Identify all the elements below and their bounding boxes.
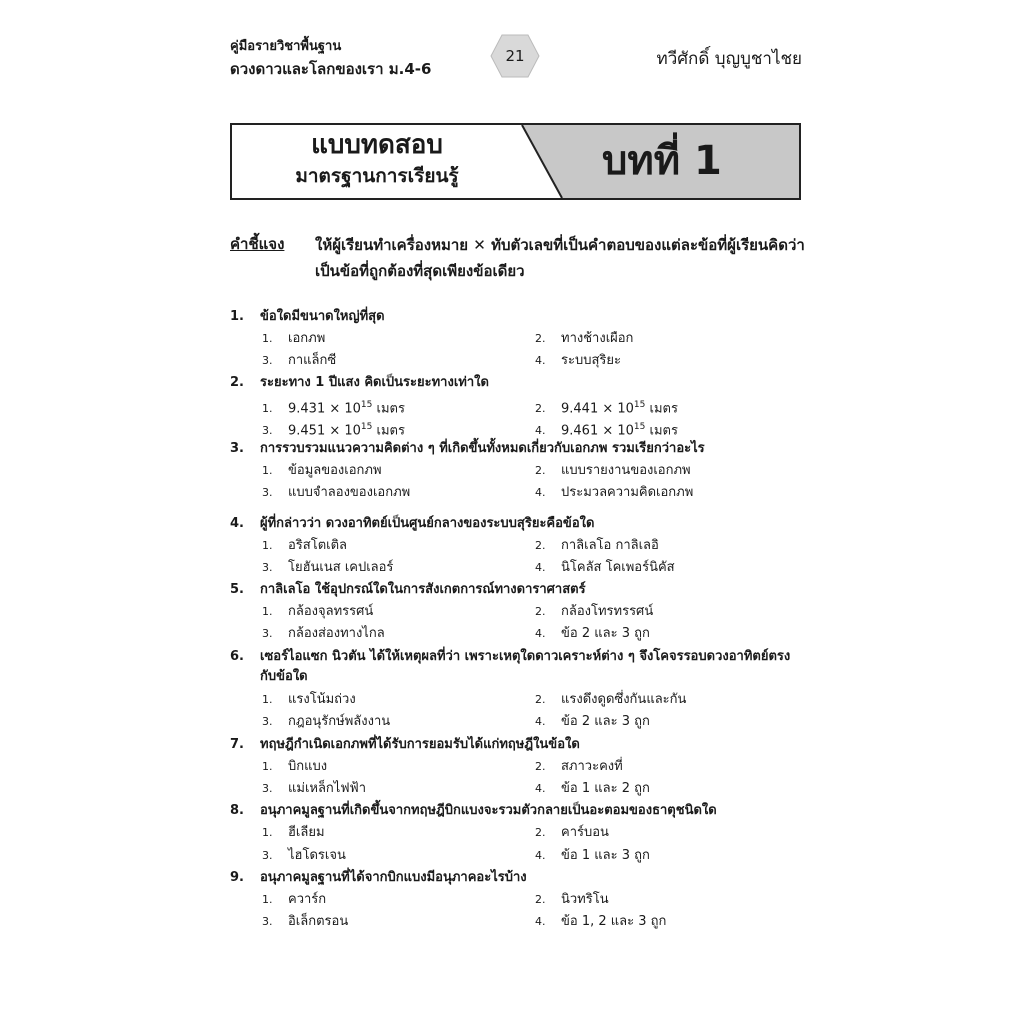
option-number: 2. [535,332,546,345]
question [230,580,810,600]
option-text: แรงโน้มถ่วง [288,692,356,707]
answer-option[interactable] [262,912,348,932]
option-text: แบบจำลองของเอกภพ [288,485,411,500]
question [230,647,810,687]
question-text: เซอร์ไอแซก นิวตัน ได้ให้เหตุผลที่ว่า เพราะเหตุใดดาวเคราะห์ต่าง ๆ จึงโคจรรอบดวงอาทิตย์ตรงกับข้อใด [260,649,791,684]
option-number: 1. [262,893,273,906]
answer-option[interactable] [262,483,410,503]
option-text: แรงดึงดูดซึ่งกันและกัน [561,692,687,707]
option-number: 4. [535,782,546,795]
option-number: 1. [262,332,273,345]
question [230,801,810,821]
option-unit: เมตร [645,423,678,439]
answer-option[interactable] [262,558,393,578]
option-number: 3. [262,354,273,367]
option-text: นิวทริโน [561,892,609,907]
option-value: 9.441 × 10 [561,401,634,417]
answer-option[interactable] [535,602,653,622]
answer-option[interactable] [262,417,405,441]
option-number: 4. [535,424,546,438]
option-text: แม่เหล็กไฟฟ้า [288,781,367,796]
option-text: สภาวะคงที่ [561,759,623,774]
answer-option[interactable] [535,536,659,556]
option-text: กาลิเลโอ กาลิเลอิ [561,538,659,553]
option-value: 9.451 × 10 [288,423,361,439]
option-number: 2. [535,760,546,773]
option-number: 2. [535,402,546,416]
answer-option[interactable] [535,351,621,371]
option-number: 2. [535,893,546,906]
question [230,735,810,755]
option-text: กาแล็กซี [288,353,337,368]
option-number: 1. [262,826,273,839]
question-number: 9. [230,870,244,885]
option-text: ประมวลความคิดเอกภพ [561,485,694,500]
option-number: 3. [262,486,273,499]
option-text: กล้องโทรทรรศน์ [561,604,654,619]
question-number: 5. [230,582,244,597]
answer-option[interactable] [535,690,686,710]
question [230,307,810,327]
answer-option[interactable] [535,823,609,843]
answer-option[interactable] [262,779,366,799]
test-title-sub: มาตรฐานการเรียนรู้ [295,165,459,187]
answer-option[interactable] [262,395,405,419]
option-text: กฎอนุรักษ์พลังงาน [288,714,391,729]
answer-option[interactable] [262,536,347,556]
option-number: 3. [262,715,273,728]
page-number: 21 [505,47,525,65]
answer-option[interactable] [535,395,678,419]
option-unit: เมตร [372,401,405,417]
book-title [230,36,431,80]
answer-option[interactable] [535,483,693,503]
option-number: 2. [535,693,546,706]
option-text: ระบบสุริยะ [561,353,621,368]
option-number: 2. [535,464,546,477]
option-text: ข้อ 2 และ 3 ถูก [561,626,650,641]
option-exponent: 15 [633,422,646,432]
option-number: 4. [535,849,546,862]
question-text: ระยะทาง 1 ปีแสง คิดเป็นระยะทางเท่าใด [260,375,489,390]
book-subject-line: คู่มือรายวิชาพื้นฐาน [230,39,342,54]
answer-option[interactable] [262,690,356,710]
option-number: 3. [262,424,273,438]
question [230,439,810,459]
answer-option[interactable] [262,890,326,910]
answer-option[interactable] [535,417,678,441]
option-value: 9.461 × 10 [561,423,634,439]
question [230,868,810,888]
question [230,373,810,393]
option-exponent: 15 [360,400,373,410]
option-number: 4. [535,354,546,367]
option-number: 2. [535,605,546,618]
instructions-label: คำชี้แจง [230,235,285,253]
question-number: 2. [230,375,244,390]
question [230,514,810,534]
option-text: กล้องส่องทางไกล [288,626,385,641]
option-value: 9.431 × 10 [288,401,361,417]
answer-option[interactable] [535,624,650,644]
option-text: คาร์บอน [561,825,609,840]
chapter-label: บทที่ 1 [602,138,722,184]
option-number: 1. [262,464,273,477]
question-text: ทฤษฎีกำเนิดเอกภพที่ได้รับการยอมรับได้แก่ทฤษฎีในข้อใด [260,737,580,752]
option-number: 4. [535,486,546,499]
option-text: โยฮันเนส เคปเลอร์ [288,560,394,575]
option-text: อิเล็กตรอน [288,914,349,929]
instructions-text: ให้ผู้เรียนทำเครื่องหมาย ✕ ทับตัวเลขที่เป็นคำตอบของแต่ละข้อที่ผู้เรียนคิดว่าเป็นข้อที่ถูกต้องที่สุดเพียงข้อเดียว [315,236,805,280]
chapter-title-banner [230,123,801,200]
question-number: 8. [230,803,244,818]
option-text: ข้อ 1 และ 2 ถูก [561,781,650,796]
option-text: กล้องจุลทรรศน์ [288,604,374,619]
author-name: ทวีศักดิ์ บุญบูชาไชย [656,49,802,69]
answer-option[interactable] [535,779,650,799]
option-text: ไฮโดรเจน [288,848,346,863]
option-text: ข้อมูลของเอกภพ [288,463,382,478]
test-title [232,125,522,198]
answer-option[interactable] [535,890,609,910]
question-number: 4. [230,516,244,531]
question-text: อนุภาคมูลฐานที่ได้จากบิกแบงมีอนุภาคอะไรบ้าง [260,870,527,885]
question-text: อนุภาคมูลฐานที่เกิดขึ้นจากทฤษฎีบิกแบงจะรวมตัวกลายเป็นอะตอมของธาตุชนิดใด [260,803,717,818]
option-unit: เมตร [372,423,405,439]
answer-option[interactable] [535,558,675,578]
option-number: 1. [262,693,273,706]
option-number: 1. [262,760,273,773]
book-title-line: ดวงดาวและโลกของเรา ม.4-6 [230,60,432,78]
option-text: ฮีเลียม [288,825,325,840]
answer-option[interactable] [262,602,373,622]
question-number: 3. [230,441,244,456]
option-text: ทางช้างเผือก [561,331,634,346]
answer-option[interactable] [535,329,633,349]
question-text: ผู้ที่กล่าวว่า ดวงอาทิตย์เป็นศูนย์กลางของระบบสุริยะคือข้อใด [260,516,595,531]
option-number: 1. [262,605,273,618]
question-number: 7. [230,737,244,752]
option-number: 3. [262,915,273,928]
question-text: ข้อใดมีขนาดใหญ่ที่สุด [260,309,385,324]
option-number: 3. [262,627,273,640]
option-number: 4. [535,715,546,728]
option-number: 2. [535,539,546,552]
option-number: 1. [262,402,273,416]
option-exponent: 15 [360,422,373,432]
option-text: เอกภพ [288,331,326,346]
option-number: 4. [535,915,546,928]
option-text: ข้อ 1, 2 และ 3 ถูก [561,914,667,929]
page-number-badge [490,34,540,78]
answer-option[interactable] [262,329,325,349]
option-number: 4. [535,627,546,640]
answer-option[interactable] [262,461,382,481]
option-text: ข้อ 2 และ 3 ถูก [561,714,650,729]
option-text: ควาร์ก [288,892,327,907]
answer-option[interactable] [535,912,666,932]
option-unit: เมตร [645,401,678,417]
option-number: 3. [262,849,273,862]
option-number: 3. [262,782,273,795]
question-number: 1. [230,309,244,324]
option-text: อริสโตเติล [288,538,348,553]
answer-option[interactable] [535,712,650,732]
answer-option[interactable] [262,757,327,777]
option-number: 4. [535,561,546,574]
question-text: กาลิเลโอ ใช้อุปกรณ์ใดในการสังเกตการณ์ทางดาราศาสตร์ [260,582,586,597]
option-text: นิโคลัส โคเพอร์นิคัส [561,560,675,575]
question-number: 6. [230,649,244,664]
answer-option[interactable] [262,351,336,371]
option-text: แบบรายงานของเอกภพ [561,463,691,478]
option-number: 3. [262,561,273,574]
answer-option[interactable] [262,712,390,732]
question-text: การรวบรวมแนวความคิดต่าง ๆ ที่เกิดขึ้นทั้งหมดเกี่ยวกับเอกภพ รวมเรียกว่าอะไร [260,441,705,456]
option-exponent: 15 [633,400,646,410]
answer-option[interactable] [535,757,623,777]
answer-option[interactable] [262,846,346,866]
test-title-main: แบบทดสอบ [311,130,443,160]
answer-option[interactable] [262,823,325,843]
answer-option[interactable] [262,624,385,644]
option-text: บิกแบง [288,759,328,774]
option-number: 2. [535,826,546,839]
option-text: ข้อ 1 และ 3 ถูก [561,848,650,863]
answer-option[interactable] [535,461,691,481]
answer-option[interactable] [535,846,650,866]
option-number: 1. [262,539,273,552]
